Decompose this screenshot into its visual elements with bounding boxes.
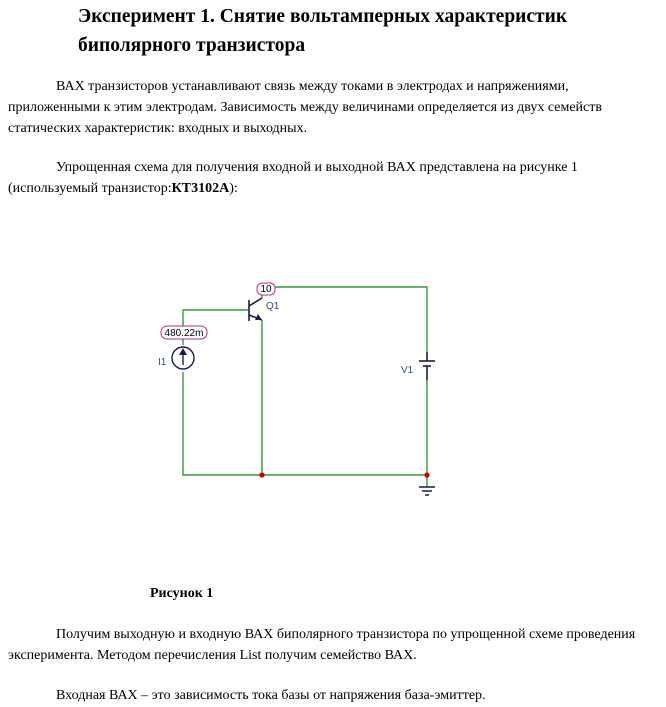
figure-caption: Рисунок 1 — [150, 586, 214, 601]
title-line-1: Эксперимент 1. Снятие вольтамперных характеристик — [78, 6, 568, 27]
voltage-source-v1 — [419, 352, 435, 380]
paragraph-intro: ВАХ транзисторов устанавливают связь между токами в электродах и напряжениями, приложенными к этим электродам. Зависимость между величинами определяется из двух семейств статических характеристик: входных и выходных. — [8, 79, 602, 136]
node-dot — [259, 472, 264, 477]
current-source-label: I1 — [158, 357, 167, 368]
paragraph-input-characteristic: Входная ВАХ – это зависимость тока базы от напряжения база-эмиттер. — [56, 688, 486, 703]
circuit-wires — [183, 287, 427, 487]
voltage-source-label: V1 — [401, 365, 414, 376]
transistor-collector-lead — [249, 298, 262, 306]
current-source-i1 — [172, 347, 194, 369]
circuit-schematic — [0, 270, 666, 500]
arrow-up-icon — [179, 348, 187, 355]
paragraph-schematic-intro — [8, 157, 658, 199]
paragraph-schematic-text: Упрощенная схема для получения входной и выходной ВАХ представлена на рисунке 1 (используемый транзистор: — [8, 160, 578, 196]
transistor-model: КТ3102А — [171, 181, 230, 196]
wire-collector — [262, 287, 427, 352]
collector-value: 10 — [260, 284, 272, 295]
current-source-value: 480.22m — [164, 328, 204, 339]
document-title — [78, 2, 658, 60]
title-line-2: биполярного транзистора — [78, 35, 306, 56]
paragraph-experiment: Получим выходную и входную ВАХ биполярного транзистора по упрощенной схеме проведения эксперимента. Методом перечисления List получим семейство ВАХ. — [8, 627, 636, 663]
node-dot — [424, 472, 429, 477]
paragraph-schematic-end: ): — [229, 181, 238, 196]
wire-ground-bus — [183, 372, 427, 475]
transistor-label: Q1 — [266, 301, 280, 312]
ground-icon — [419, 487, 435, 495]
